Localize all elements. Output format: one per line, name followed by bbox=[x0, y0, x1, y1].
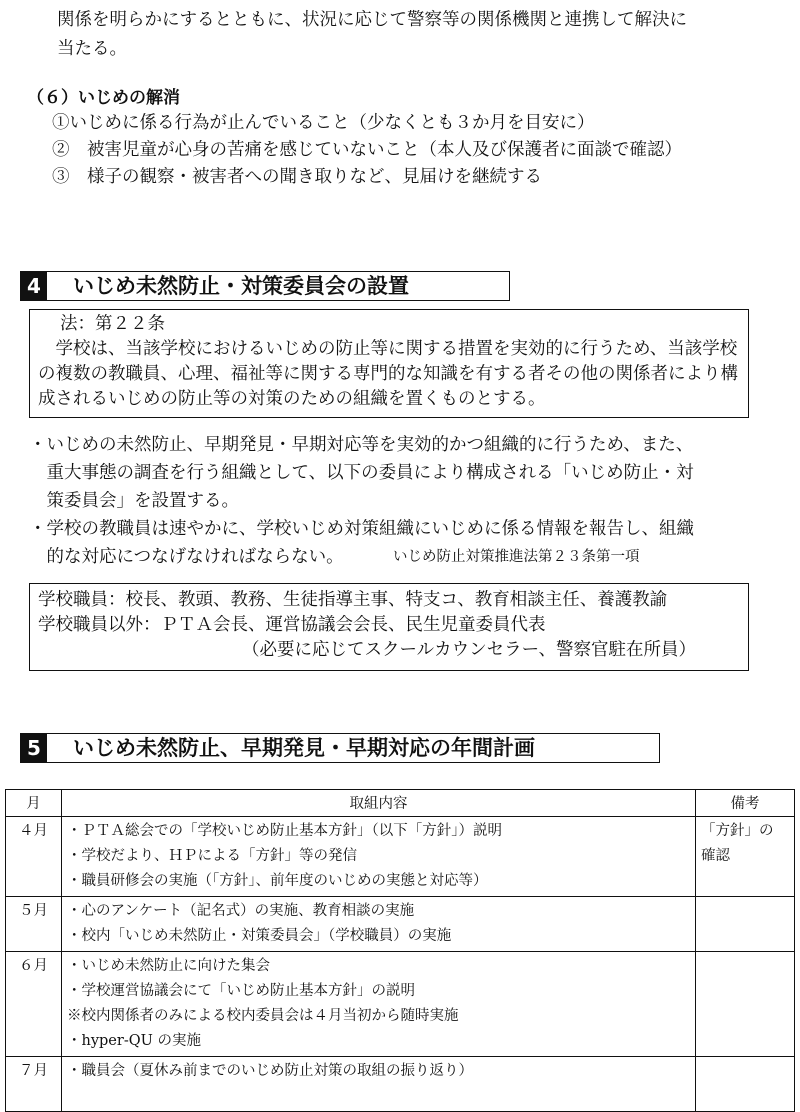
table-row bbox=[6, 897, 795, 952]
row-note bbox=[696, 1057, 795, 1112]
row-note bbox=[696, 897, 795, 952]
law-reference: いじめ防止対策推進法第２３条第一項 bbox=[393, 549, 640, 565]
resolution-item: ③ 様子の観察・被害者への聞き取りなど、見届けを継続する bbox=[52, 167, 542, 187]
law-line: 法：第２２条 bbox=[60, 314, 165, 334]
row-content: ・職員会（夏休み前までのいじめ防止対策の取組の振り返り） bbox=[62, 1057, 696, 1112]
members-line: 学校職員以外：ＰＴＡ会長、運営協議会会長、民生児童委員代表 bbox=[38, 615, 546, 635]
law-line: 学校は、当該学校におけるいじめの防止等に関する措置を実効的に行うため、当該学校 bbox=[38, 339, 738, 359]
members-line: （必要に応じてスクールカウンセラー、警察官駐在所員） bbox=[242, 640, 696, 660]
annual-plan-table bbox=[5, 789, 795, 1112]
committee-bullet: 的な対応につなげなければならない。 bbox=[29, 547, 344, 567]
row-note: 「方針」の 確認 bbox=[696, 817, 795, 897]
members-line: 学校職員：校長、教頭、教務、生徒指導主事、特支コ、教育相談主任、養護教諭 bbox=[38, 590, 668, 610]
table-row bbox=[6, 1057, 795, 1112]
table-row bbox=[6, 817, 795, 897]
row-note bbox=[696, 952, 795, 1057]
resolution-title: （６）いじめの解消 bbox=[27, 88, 180, 108]
section-4-heading bbox=[20, 271, 510, 301]
committee-bullet: 策委員会」を設置する。 bbox=[29, 491, 239, 511]
header-month: 月 bbox=[6, 790, 62, 817]
table-row bbox=[6, 952, 795, 1057]
header-note: 備考 bbox=[696, 790, 795, 817]
row-month: ６月 bbox=[6, 952, 62, 1057]
resolution-item: ①いじめに係る行為が止んでいること（少なくとも３か月を目安に） bbox=[52, 113, 595, 133]
row-month: ４月 bbox=[6, 817, 62, 897]
resolution-item: ② 被害児童が心身の苦痛を感じていないこと（本人及び保護者に面談で確認） bbox=[52, 140, 682, 160]
section-4-number: 4 bbox=[21, 272, 47, 300]
row-content: ・ＰＴＡ総会での「学校いじめ防止基本方針」（以下「方針」）説明 ・学校だより、ＨＰによる「方針」等の発信 ・職員研修会の実施（「方針」、前年度のいじめの実態と対応等） bbox=[62, 817, 696, 897]
section-5-number: 5 bbox=[21, 734, 47, 762]
law-line: 成されるいじめの防止等の対策のための組織を置くものとする。 bbox=[38, 389, 546, 409]
committee-bullet: 重大事態の調査を行う組織として、以下の委員により構成される「いじめ防止・対 bbox=[29, 463, 694, 483]
row-month: ５月 bbox=[6, 897, 62, 952]
intro-line-1: 関係を明らかにするとともに、状況に応じて警察等の関係機関と連携して解決に bbox=[57, 10, 687, 30]
row-content: ・心のアンケート（記名式）の実施、教育相談の実施 ・校内「いじめ未然防止・対策委員会」（学校職員）の実施 bbox=[62, 897, 696, 952]
row-content: ・いじめ未然防止に向けた集会 ・学校運営協議会にて「いじめ防止基本方針」の説明 ※校内関係者のみによる校内委員会は４月当初から随時実施 ・hyper-QU の実施 bbox=[62, 952, 696, 1057]
law-article-box bbox=[29, 309, 749, 418]
committee-bullet: ・学校の教職員は速やかに、学校いじめ対策組織にいじめに係る情報を報告し、組織 bbox=[29, 519, 694, 539]
row-month: ７月 bbox=[6, 1057, 62, 1112]
table-header-row bbox=[6, 790, 795, 817]
intro-line-2: 当たる。 bbox=[57, 39, 127, 59]
section-5-heading bbox=[20, 733, 660, 763]
section-5-title: いじめ未然防止、早期発見・早期対応の年間計画 bbox=[73, 736, 535, 760]
section-4-title: いじめ未然防止・対策委員会の設置 bbox=[73, 274, 409, 298]
law-line: の複数の教職員、心理、福祉等に関する専門的な知識を有する者その他の関係者により構 bbox=[38, 364, 738, 384]
header-content: 取組内容 bbox=[62, 790, 696, 817]
committee-members-box bbox=[29, 583, 749, 671]
committee-bullet: ・いじめの未然防止、早期発見・早期対応等を実効的かつ組織的に行うため、また、 bbox=[29, 435, 694, 455]
